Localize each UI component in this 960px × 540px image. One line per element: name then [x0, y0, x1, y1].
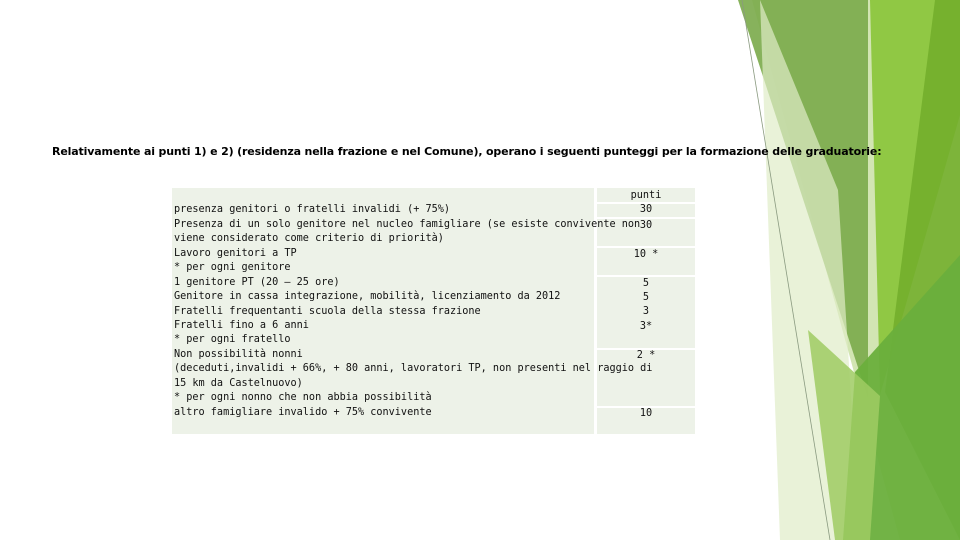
points-value: 2 *: [636, 350, 656, 361]
criteria-line: Fratelli frequentanti scuola della stessa frazione: [174, 306, 481, 317]
points-value: 5: [642, 278, 650, 289]
points-value: 30: [639, 204, 653, 215]
criteria-line: viene considerato come criterio di priorità): [174, 233, 444, 244]
criteria-line: Presenza di un solo genitore nel nucleo famigliare (se esiste convivente non: [174, 219, 641, 230]
points-value: 10: [639, 408, 653, 419]
page-heading: Relativamente ai punti 1) e 2) (residenza nella frazione e nel Comune), operano i seguenti punteggi per la formazione delle graduatorie:: [52, 145, 882, 158]
criteria-line: 15 km da Castelnuovo): [174, 378, 303, 389]
criteria-line: Non possibilità nonni: [174, 349, 303, 360]
criteria-line: (deceduti,invalidi + 66%, + 80 anni, lavoratori TP, non presenti nel raggio di: [174, 363, 653, 374]
scoring-table: [172, 188, 695, 434]
criteria-line: * per ogni genitore: [174, 262, 291, 273]
criteria-line: altro famigliare invalido + 75% convivente: [174, 407, 432, 418]
criteria-line: Fratelli fino a 6 anni: [174, 320, 309, 331]
points-value: 5: [642, 292, 650, 303]
criteria-line: Lavoro genitori a TP: [174, 248, 297, 259]
criteria-line: 1 genitore PT (20 – 25 ore): [174, 277, 340, 288]
criteria-line: Genitore in cassa integrazione, mobilità, licenziamento da 2012: [174, 291, 561, 302]
criteria-line: * per ogni fratello: [174, 334, 291, 345]
points-value: 10 *: [633, 249, 659, 260]
points-header: punti: [630, 190, 662, 201]
criteria-line: * per ogni nonno che non abbia possibilità: [174, 392, 432, 403]
points-value: 3: [642, 306, 650, 317]
points-value: 3*: [639, 321, 653, 332]
criteria-line: presenza genitori o fratelli invalidi (+ 75%): [174, 204, 451, 215]
points-value: 30: [639, 220, 653, 231]
